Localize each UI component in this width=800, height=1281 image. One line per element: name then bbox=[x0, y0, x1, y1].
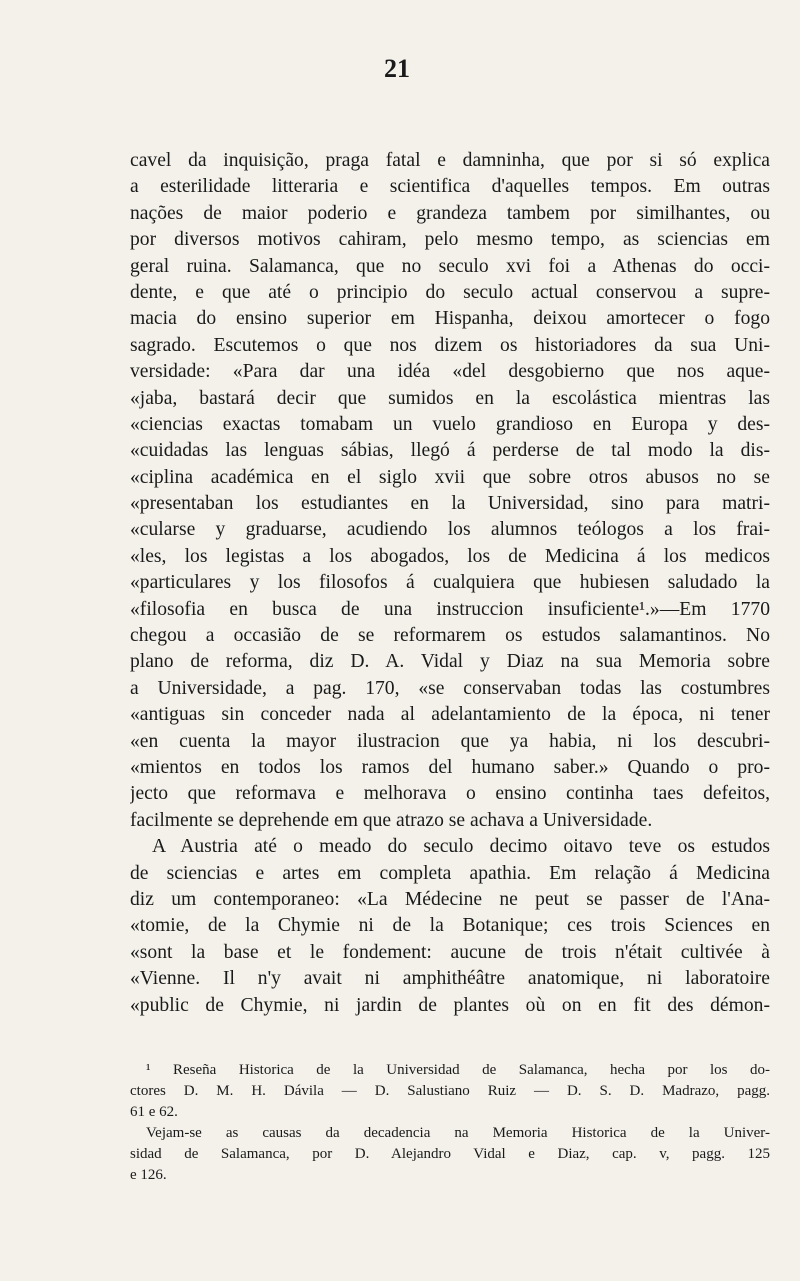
body-line: por diversos motivos cahiram, pelo mesmo tempo, as sciencias em bbox=[130, 229, 770, 251]
body-line: «particulares y los filosofos á cualquiera que hubiesen saludado la bbox=[130, 572, 770, 594]
body-line: diz um contemporaneo: «La Médecine ne peut se passer de l'Ana- bbox=[130, 888, 770, 910]
body-line: dente, e que até o principio do seculo actual conservou a supre- bbox=[130, 281, 770, 303]
footnote-line: ¹ Reseña Historica de la Universidad de Salamanca, hecha por los do- bbox=[146, 1062, 770, 1078]
body-line: a Universidade, a pag. 170, «se conservaban todas las costumbres bbox=[130, 677, 770, 699]
body-line: facilmente se deprehende em que atrazo se achava a Universidade. bbox=[130, 809, 653, 831]
page-number: 21 bbox=[384, 54, 410, 83]
body-line: «jaba, bastará decir que sumidos en la escolástica mientras las bbox=[130, 387, 770, 409]
body-line: versidade: «Para dar una idéa «del desgobierno que nos aque- bbox=[130, 361, 770, 383]
body-line: A Austria até o meado do seculo decimo oitavo teve os estudos bbox=[152, 836, 770, 858]
body-line: «Vienne. Il n'y avait ni amphithéâtre anatomique, ni laboratoire bbox=[130, 968, 770, 990]
footnote-line: Vejam-se as causas da decadencia na Memoria Historica de la Univer- bbox=[146, 1125, 770, 1141]
body-line: geral ruina. Salamanca, que no seculo xvi foi a Athenas do occi- bbox=[130, 255, 770, 277]
body-line: «les, los legistas a los abogados, los de Medicina á los medicos bbox=[130, 545, 770, 567]
body-line: «sont la base et le fondement: aucune de trois n'était cultivée à bbox=[130, 941, 770, 963]
body-line: nações de maior poderio e grandeza tambem por similhantes, ou bbox=[130, 202, 770, 224]
body-line: «antiguas sin conceder nada al adelantamiento de la época, ni tener bbox=[130, 704, 770, 726]
body-line: «public de Chymie, ni jardin de plantes où on en fit des démon- bbox=[130, 994, 770, 1016]
body-line: «tomie, de la Chymie ni de la Botanique; ces trois Sciences en bbox=[130, 915, 770, 937]
body-line: cavel da inquisição, praga fatal e damninha, que por si só explica bbox=[130, 150, 770, 171]
body-line: chegou a occasião de se reformarem os estudos salamantinos. No bbox=[130, 625, 770, 647]
body-line: macia do ensino superior em Hispanha, deixou amortecer o fogo bbox=[130, 308, 770, 330]
body-line: «cuidadas las lenguas sábias, llegó á perderse de tal modo la dis- bbox=[130, 440, 770, 462]
body-line: de sciencias e artes em completa apathia. Em relação á Medicina bbox=[130, 862, 770, 884]
footnotes bbox=[130, 1060, 770, 1186]
footnote-line: e 126. bbox=[130, 1167, 167, 1183]
body-line: «ciplina académica en el siglo xvii que sobre otros abusos no se bbox=[130, 466, 770, 488]
body-text bbox=[130, 148, 770, 1019]
body-line: plano de reforma, diz D. A. Vidal y Diaz na sua Memoria sobre bbox=[130, 651, 770, 673]
body-line: «presentaban los estudiantes en la Universidad, sino para matri- bbox=[130, 493, 770, 515]
body-line: a esterilidade litteraria e scientifica d'aquelles tempos. Em outras bbox=[130, 176, 770, 198]
body-line: sagrado. Escutemos o que nos dizem os historiadores da sua Uni- bbox=[130, 334, 770, 356]
body-line: «filosofia en busca de una instruccion insuficiente¹.»—Em 1770 bbox=[130, 598, 770, 620]
body-line: jecto que reformava e melhorava o ensino continha taes defeitos, bbox=[130, 783, 770, 805]
body-line: «cularse y graduarse, acudiendo los alumnos teólogos a los frai- bbox=[130, 519, 770, 541]
footnote-line: ctores D. M. H. Dávila — D. Salustiano Ruiz — D. S. D. Madrazo, pagg. bbox=[130, 1083, 770, 1099]
body-line: «ciencias exactas tomabam un vuelo grandioso en Europa y des- bbox=[130, 413, 770, 435]
body-line: «mientos en todos los ramos del humano saber.» Quando o pro- bbox=[130, 756, 770, 778]
footnote-line: 61 e 62. bbox=[130, 1104, 178, 1120]
footnote-line: sidad de Salamanca, por D. Alejandro Vidal e Diaz, cap. v, pagg. 125 bbox=[130, 1146, 770, 1162]
body-line: «en cuenta la mayor ilustracion que ya habia, ni los descubri- bbox=[130, 730, 770, 752]
